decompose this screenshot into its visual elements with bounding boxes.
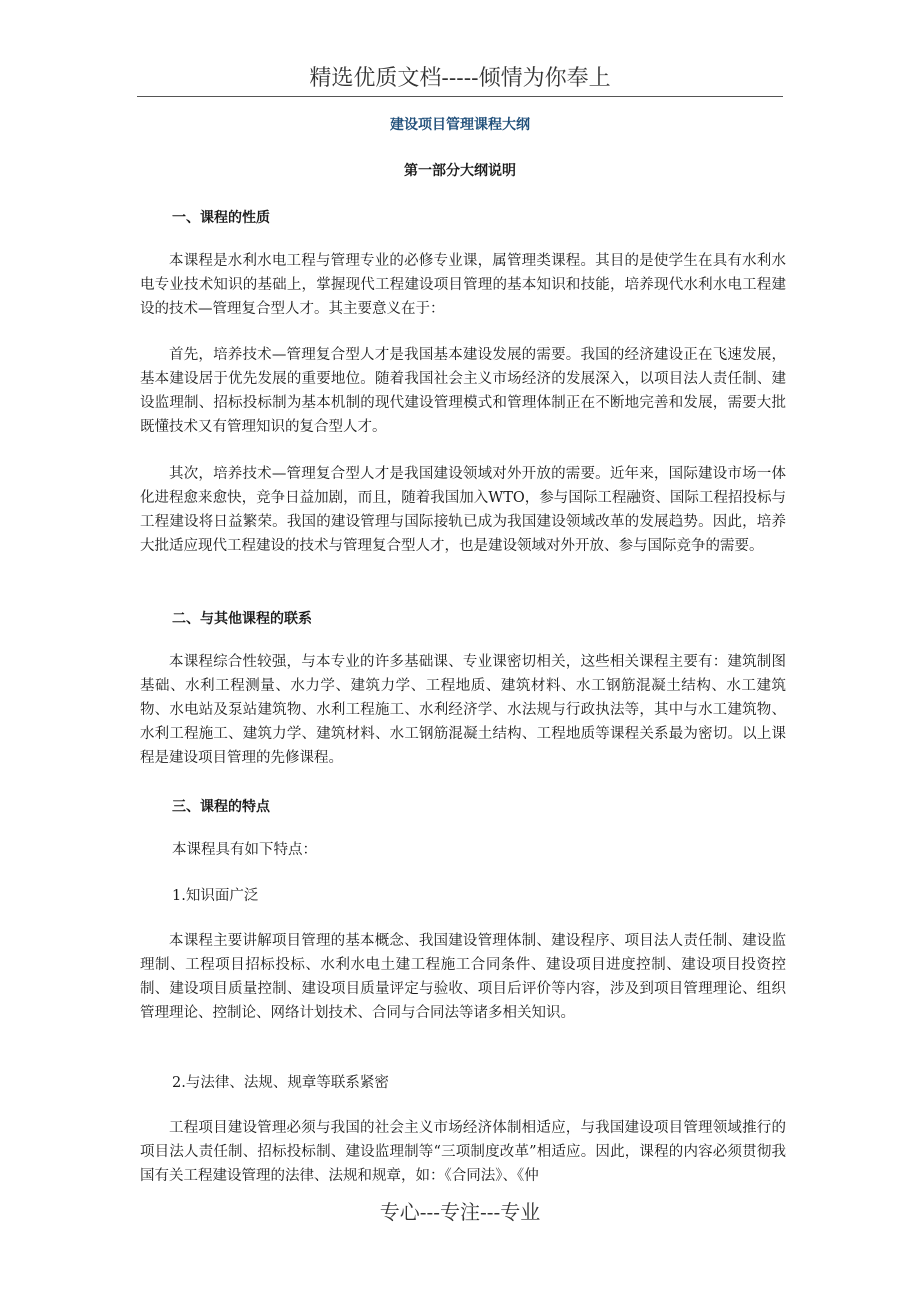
paragraph-first-need: 首先，培养技术—管理复合型人才是我国基本建设发展的需要。我国的经济建设正在飞速发展，基本建设居于优先发展的重要地位。随着我国社会主义市场经济的发展深入，以项目法人责任制、建设监理制、招标投标制为基本机制的现代建设管理模式和管理体制正在不断地完善和发展，需要大批既懂技术又有管理知识的复合型人才。 [140,347,786,435]
page-footer: 专心---专注---专业 [379,1200,541,1224]
feature-1-title: 1.知识面广泛 [172,888,259,904]
document-title: 建设项目管理课程大纲 [390,117,530,133]
paragraph-feature-1: 本课程主要讲解项目管理的基本概念、我国建设管理体制、建设程序、项目法人责任制、建设监理制、工程项目招标投标、水利水电土建工程施工合同条件、建设项目进度控制、建设项目投资控制、建设项目质量控制、建设项目质量评定与验收、项目后评价等内容，涉及到项目管理理论、组织管理理论、控制论、网络计划技术、合同与合同法等诸多相关知识。 [140,933,786,1021]
part-title: 第一部分大纲说明 [404,163,516,179]
paragraph-feature-2: 工程项目建设管理必须与我国的社会主义市场经济体制相适应，与我国建设项目管理领域推行的项目法人责任制、招标投标制、建设监理制等“三项制度改革”相适应。因此，课程的内容必须贯彻我国有关工程建设管理的法律、法规和规章，如：《合同法》、《仲 [140,1120,786,1184]
feature-2-title: 2.与法律、法规、规章等联系紧密 [172,1075,389,1091]
features-intro: 本课程具有如下特点： [172,842,317,858]
paragraph-related-courses: 本课程综合性较强，与本专业的许多基础课、专业课密切相关，这些相关课程主要有：建筑制图基础、水利工程测量、水力学、建筑力学、工程地质、建筑材料、水工钢筋混凝土结构、水工建筑物、水电站及泵站建筑物、水利工程施工、水利经济学、水法规与行政执法等，其中与水工建筑物、水利工程施工、建筑力学、建筑材料、水工钢筋混凝土结构、工程地质等课程关系最为密切。以上课程是建设项目管理的先修课程。 [140,654,786,766]
page-header: 精选优质文档-----倾情为你奉上 [137,62,783,97]
paragraph-second-need: 其次，培养技术—管理复合型人才是我国建设领域对外开放的需要。近年来，国际建设市场一体化进程愈来愈快，竞争日益加剧，而且，随着我国加入WTO，参与国际工程融资、国际工程招投标与工程建设将日益繁荣。我国的建设管理与国际接轨已成为我国建设领域改革的发展趋势。因此，培养大批适应现代工程建设的技术与管理复合型人才，也是建设领域对外开放、参与国际竞争的需要。 [140,466,786,554]
section-heading-relations: 二、与其他课程的联系 [172,611,312,627]
section-heading-nature: 一、课程的性质 [172,210,270,226]
paragraph-nature-intro: 本课程是水利水电工程与管理专业的必修专业课，属管理类课程。其目的是使学生在具有水利水电专业技术知识的基础上，掌握现代工程建设项目管理的基本知识和技能，培养现代水利水电工程建设的技术—管理复合型人才。其主要意义在于： [140,253,786,317]
section-heading-features: 三、课程的特点 [172,799,270,815]
